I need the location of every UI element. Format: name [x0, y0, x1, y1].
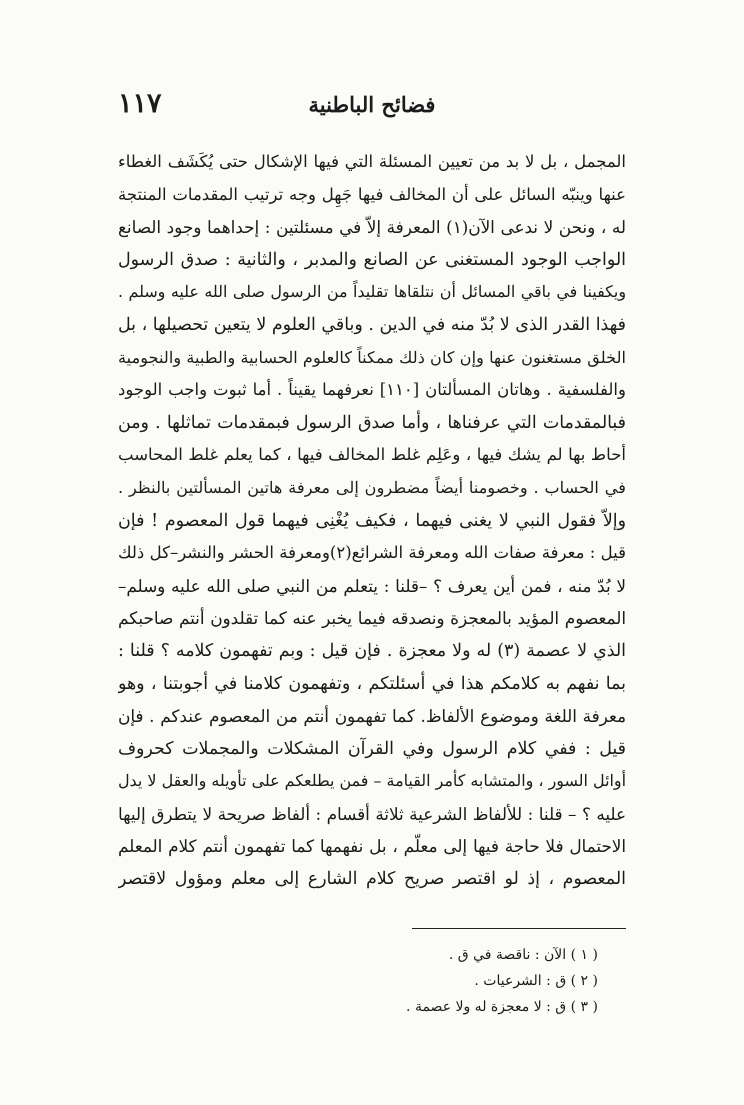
text-line: المعصوم ، إذ لو اقتصر صريح كلام الشارع إلى معلم ومؤول لاقتصر — [118, 869, 626, 890]
footnotes — [300, 942, 598, 1020]
text-line: ويكفينا في باقي المسائل أن نتلقاها تقليداً من الرسول صلى الله عليه وسلم . — [118, 282, 626, 302]
text-line: الذي لا عصمة (٣) له ولا معجزة . فإن قيل : وبم تفهمون كلامه ؟ قلنا : — [118, 640, 626, 661]
text-line: له ، ونحن لا ندعى الآن(١) المعرفة إلاّ في مسئلتين : إحداهما وجود الصانع — [118, 217, 626, 238]
footnote: ( ١ ) الآن : ناقصة في ق . — [448, 947, 598, 963]
text-line: أوائل السور ، والمتشابه كأمر القيامة – فمن يطلعكم على تأويله والعقل لا يدل — [118, 771, 626, 791]
running-title: فضائح الباطنية — [308, 92, 436, 117]
page-number: ١١٧ — [118, 88, 162, 119]
text-line: عليه ؟ – قلنا : للألفاظ الشرعية ثلاثة أقسام : ألفاظ صريحة لا يتطرق إليها — [118, 803, 626, 824]
text-line: الاحتمال فلا حاجة فيها إلى معلّم ، بل نفهمها كما تفهمون أنتم كلام المعلم — [118, 836, 626, 857]
text-line: عنها وينبّه السائل على أن المخالف فيها جَهِل وجه ترتيب المقدمات المنتجة — [118, 184, 626, 204]
text-line: المجمل ، بل لا بد من تعيين المسئلة التي فيها الإشكال حتى يُكَشَف الغطاء — [118, 152, 626, 171]
text-line: معرفة اللغة وموضوع الألفاظ. كما تفهمون أنتم من المعصوم عندكم . فإن — [118, 706, 626, 727]
page-header — [118, 82, 626, 142]
footnote-divider — [412, 928, 626, 929]
text-line: في الحساب . وخصومنا أيضاً مضطرون إلى معرفة هاتين المسألتين بالنظر . — [118, 477, 626, 497]
footnote: ( ٣ ) ق : لا معجزة له ولا عصمة . — [406, 999, 598, 1015]
text-line: الواجب الوجود المستغنى عن الصانع والمدبر ، والثانية : صدق الرسول — [118, 249, 626, 270]
text-line: أحاط بها لم يشك فيها ، وعَلِم غلط المخالف فيها ، كما يعلم غلط المحاسب — [118, 445, 626, 465]
text-line: لا بُدّ منه ، فمن أين يعرف ؟ –قلنا : يتعلم من النبي صلى الله عليه وسلم– — [118, 575, 626, 596]
text-line: المعصوم المؤيد بالمعجزة ونصدقه فيما يخبر عنه كما تقلدون أنتم صاحبكم — [118, 608, 626, 629]
text-line: وإلاّ فقول النبي لا يغنى فيهما ، فكيف يُغْنِى فيهما قول المعصوم ! فإن — [118, 510, 626, 531]
text-line: فبالمقدمات التي عرفناها ، وأما صدق الرسول فبمقدمات تماثلها . ومن — [118, 412, 626, 433]
text-line: والفلسفية . وهاتان المسألتان [١١٠] نعرفهما يقيناً . أما ثبوت واجب الوجود — [118, 380, 626, 400]
text-line: الخلق مستغنون عنها وإن كان ذلك ممكناً كالعلوم الحسابية والطبية والنجومية — [118, 347, 626, 367]
text-line: قيل : معرفة صفات الله ومعرفة الشرائع(٢)ومعرفة الحشر والنشر–كل ذلك — [118, 543, 626, 563]
footnote: ( ٢ ) ق : الشرعيات . — [474, 973, 598, 989]
text-line: فهذا القدر الذى لا بُدّ منه في الدين . وباقي العلوم لا يتعين تحصيلها ، بل — [118, 314, 626, 335]
text-line: قيل : ففي كلام الرسول وفي القرآن المشكلات والمجملات كحروف — [118, 738, 626, 759]
text-line: بما نفهم به كلامكم هذا في أسئلتكم ، وتفهمون كلامنا في أجوبتنا ، وهو — [118, 673, 626, 694]
main-text — [118, 146, 626, 896]
